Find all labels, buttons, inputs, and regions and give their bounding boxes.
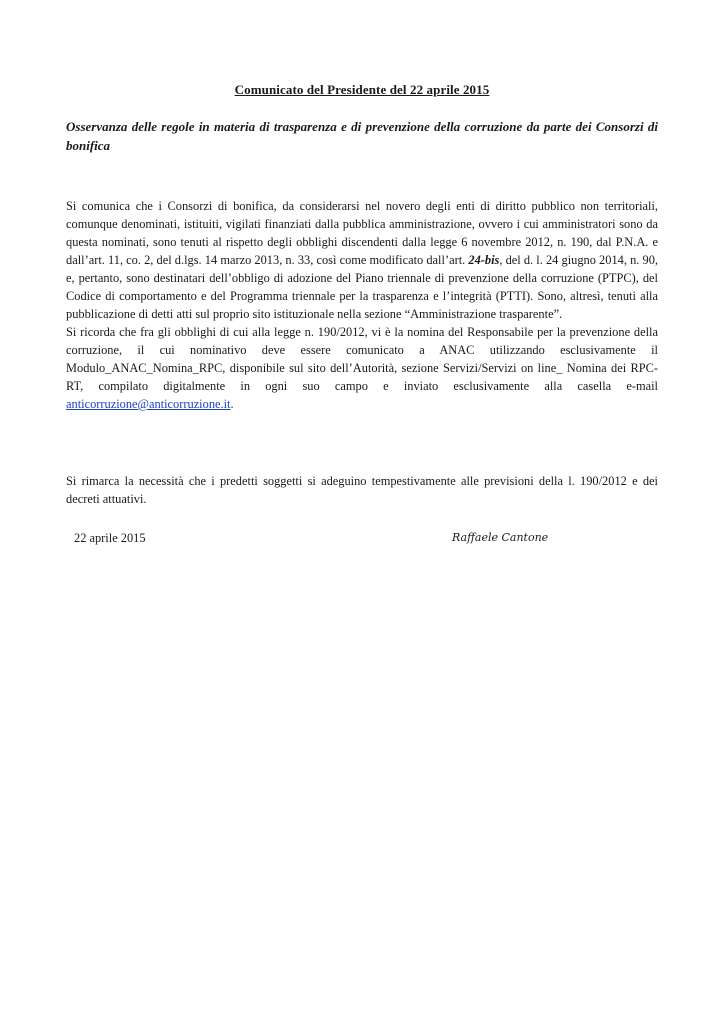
- paragraph-3: Si rimarca la necessità che i predetti soggetti si adeguino tempestivamente alle previsioni della l. 190/2012 e dei decreti attuativi.: [66, 474, 658, 506]
- page-title: Comunicato del Presidente del 22 aprile 2015: [234, 82, 490, 97]
- email-link[interactable]: anticorruzione@anticorruzione.it: [66, 397, 231, 411]
- paragraph-3-block: [66, 472, 658, 508]
- paragraph-2-text-a: Si ricorda che fra gli obblighi di cui alla legge n. 190/2012, vi è la nomina del Responsabile per la prevenzione della corruzione, il cui nominativo deve essere comunicato a ANAC utilizzando esclusivamente il Modulo_ANAC_Nomina_RPC, disponibile sul sito dell’Autorità, sezione Servizi/Servizi on line_ Nomina dei RPC-RT, compilato digitalmente in ogni suo campo e inviato esclusivamente alla casella e-mail: [66, 325, 658, 393]
- paragraph-1-text-a: Si comunica che i Consorzi di bonifica, da considerarsi nel novero degli enti di diritto pubblico non territoriali, comunque denominati, istituiti, vigilati finanziati dalla pubblica amministrazione, ovvero i cui amministratori sono da questa nominati, sono tenuti al rispetto degli obblighi discendenti dalla legge 6 novembre 2012, n. 190, dal P.N.A. e dall’art. 11, co. 2, del d.lgs. 14 marzo 2013, n. 33, così come modificato dall’art.: [66, 199, 658, 267]
- document-date: 22 aprile 2015: [74, 531, 146, 545]
- paragraph-1: [66, 197, 658, 323]
- paragraph-1-text-b: , del d. l. 24 giugno 2014, n. 90, e, pertanto, sono destinatari dell’obbligo di adozione del Piano triennale di prevenzione della corruzione (PTPC), del Codice di comportamento e del Programma triennale per la trasparenza e l’integrità (PTTI). Sono, altresì, tenuti alla pubblicazione di detti atti sul proprio sito istituzionale nella sezione “Amministrazione trasparente”.: [66, 253, 658, 321]
- signature: Raffaele Cantone: [452, 531, 549, 544]
- paragraph-1-emphasis: 24-bis: [468, 253, 500, 267]
- paragraph-2: [66, 323, 658, 413]
- body-paragraphs: [66, 197, 658, 413]
- paragraph-2-text-b: .: [230, 397, 234, 411]
- document-subject: Osservanza delle regole in materia di trasparenza e di prevenzione della corruzione da parte dei Consorzi di bonifica: [66, 119, 658, 153]
